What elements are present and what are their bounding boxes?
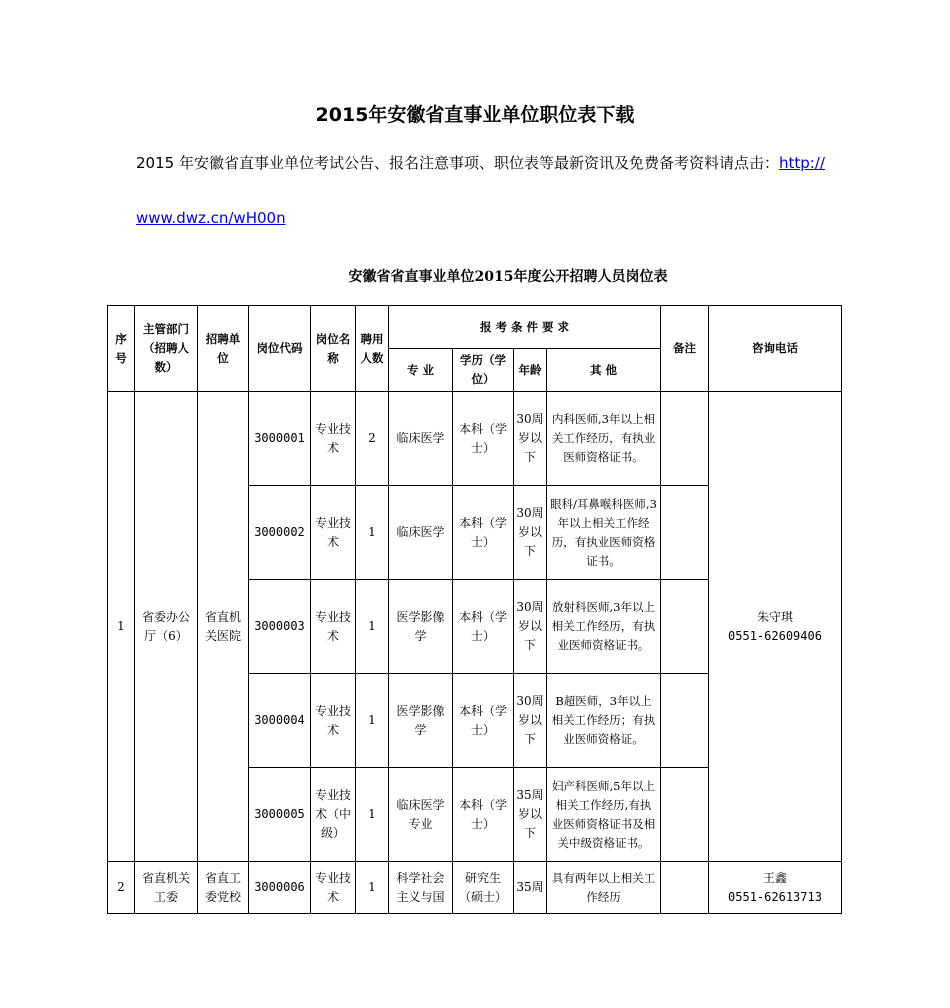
cell-note: [661, 580, 709, 674]
table-row: [108, 392, 842, 486]
cell-edu: 研究生（硕士）: [453, 862, 514, 914]
contact-phone: 0551-62613713: [728, 889, 822, 904]
cell-count: 1: [356, 486, 389, 580]
cell-count: 2: [356, 392, 389, 486]
cell-code: 3000003: [249, 580, 311, 674]
cell-other: 放射科医师,3年以上相关工作经历，有执业医师资格证书。: [547, 580, 661, 674]
cell-contact: [709, 392, 842, 862]
cell-dept: 省委办公厅（6）: [135, 392, 198, 862]
intro-paragraph: [136, 153, 825, 173]
cell-edu: 本科（学士）: [453, 392, 514, 486]
cell-code: 3000006: [249, 862, 311, 914]
cell-unit: 省直工委党校: [198, 862, 249, 914]
cell-seq: 1: [108, 392, 135, 862]
cell-age: 35周岁以下: [514, 768, 547, 862]
cell-post: 专业技术: [311, 392, 356, 486]
cell-post: 专业技术（中级）: [311, 768, 356, 862]
cell-edu: 本科（学士）: [453, 768, 514, 862]
cell-other: 眼科/耳鼻喉科医师,3年以上相关工作经历，有执业医师资格证书。: [547, 486, 661, 580]
cell-post: 专业技术: [311, 580, 356, 674]
cell-code: 3000002: [249, 486, 311, 580]
header-post: 岗位名称: [311, 306, 356, 392]
header-phone: 咨询电话: [709, 306, 842, 392]
cell-note: [661, 486, 709, 580]
cell-major: 临床医学: [389, 486, 453, 580]
cell-code: 3000005: [249, 768, 311, 862]
header-other: 其 他: [547, 349, 661, 392]
cell-contact: [709, 862, 842, 914]
header-major: 专 业: [389, 349, 453, 392]
cell-post: 专业技术: [311, 862, 356, 914]
cell-post: 专业技术: [311, 674, 356, 768]
cell-note: [661, 674, 709, 768]
cell-major: 临床医学专业: [389, 768, 453, 862]
cell-major: 临床医学: [389, 392, 453, 486]
table-row: [108, 862, 842, 914]
header-note: 备注: [661, 306, 709, 392]
contact-phone: 0551-62609406: [728, 628, 822, 643]
header-conditions: 报 考 条 件 要 求: [389, 306, 661, 349]
cell-edu: 本科（学士）: [453, 674, 514, 768]
cell-count: 1: [356, 674, 389, 768]
cell-age: 30周岁以下: [514, 392, 547, 486]
cell-age: 30周岁以下: [514, 580, 547, 674]
cell-major: 医学影像学: [389, 674, 453, 768]
positions-table: [107, 305, 842, 914]
document-title: 2015年安徽省直事业单位职位表下载: [315, 104, 635, 126]
header-code: 岗位代码: [249, 306, 311, 392]
header-age: 年龄: [514, 349, 547, 392]
cell-major: 医学影像学: [389, 580, 453, 674]
info-link-part2[interactable]: www.dwz.cn/wH00n: [136, 209, 286, 227]
cell-age: 35周: [514, 862, 547, 914]
intro-text: 2015 年安徽省直事业单位考试公告、报名注意事项、职位表等最新资讯及免费备考资料请点击：: [136, 154, 779, 172]
cell-count: 1: [356, 580, 389, 674]
cell-post: 专业技术: [311, 486, 356, 580]
cell-edu: 本科（学士）: [453, 580, 514, 674]
cell-note: [661, 392, 709, 486]
cell-unit: 省直机关医院: [198, 392, 249, 862]
cell-code: 3000001: [249, 392, 311, 486]
cell-other: 内科医师,3年以上相关工作经历，有执业医师资格证书。: [547, 392, 661, 486]
cell-note: [661, 862, 709, 914]
cell-note: [661, 768, 709, 862]
header-seq: 序号: [108, 306, 135, 392]
cell-other: 具有两年以上相关工作经历: [547, 862, 661, 914]
cell-count: 1: [356, 768, 389, 862]
cell-dept: 省直机关工委: [135, 862, 198, 914]
header-edu: 学历（学位）: [453, 349, 514, 392]
cell-other: B超医师，3年以上相关工作经历；有执业医师资格证。: [547, 674, 661, 768]
header-unit: 招聘单位: [198, 306, 249, 392]
cell-age: 30周岁以下: [514, 486, 547, 580]
info-link-part1[interactable]: http://: [778, 154, 825, 172]
cell-count: 1: [356, 862, 389, 914]
cell-edu: 本科（学士）: [453, 486, 514, 580]
cell-other: 妇产科医师,5年以上相关工作经历,有执业医师资格证书及相关中级资格证书。: [547, 768, 661, 862]
contact-name: 朱守琪: [756, 609, 793, 624]
cell-code: 3000004: [249, 674, 311, 768]
header-dept: 主管部门（招聘人数）: [135, 306, 198, 392]
cell-seq: 2: [108, 862, 135, 914]
header-count: 聘用人数: [356, 306, 389, 392]
contact-name: 王鑫: [762, 870, 787, 885]
table-title: 安徽省省直事业单位2015年度公开招聘人员岗位表: [348, 269, 668, 285]
cell-age: 30周岁以下: [514, 674, 547, 768]
cell-major: 科学社会主义与国: [389, 862, 453, 914]
